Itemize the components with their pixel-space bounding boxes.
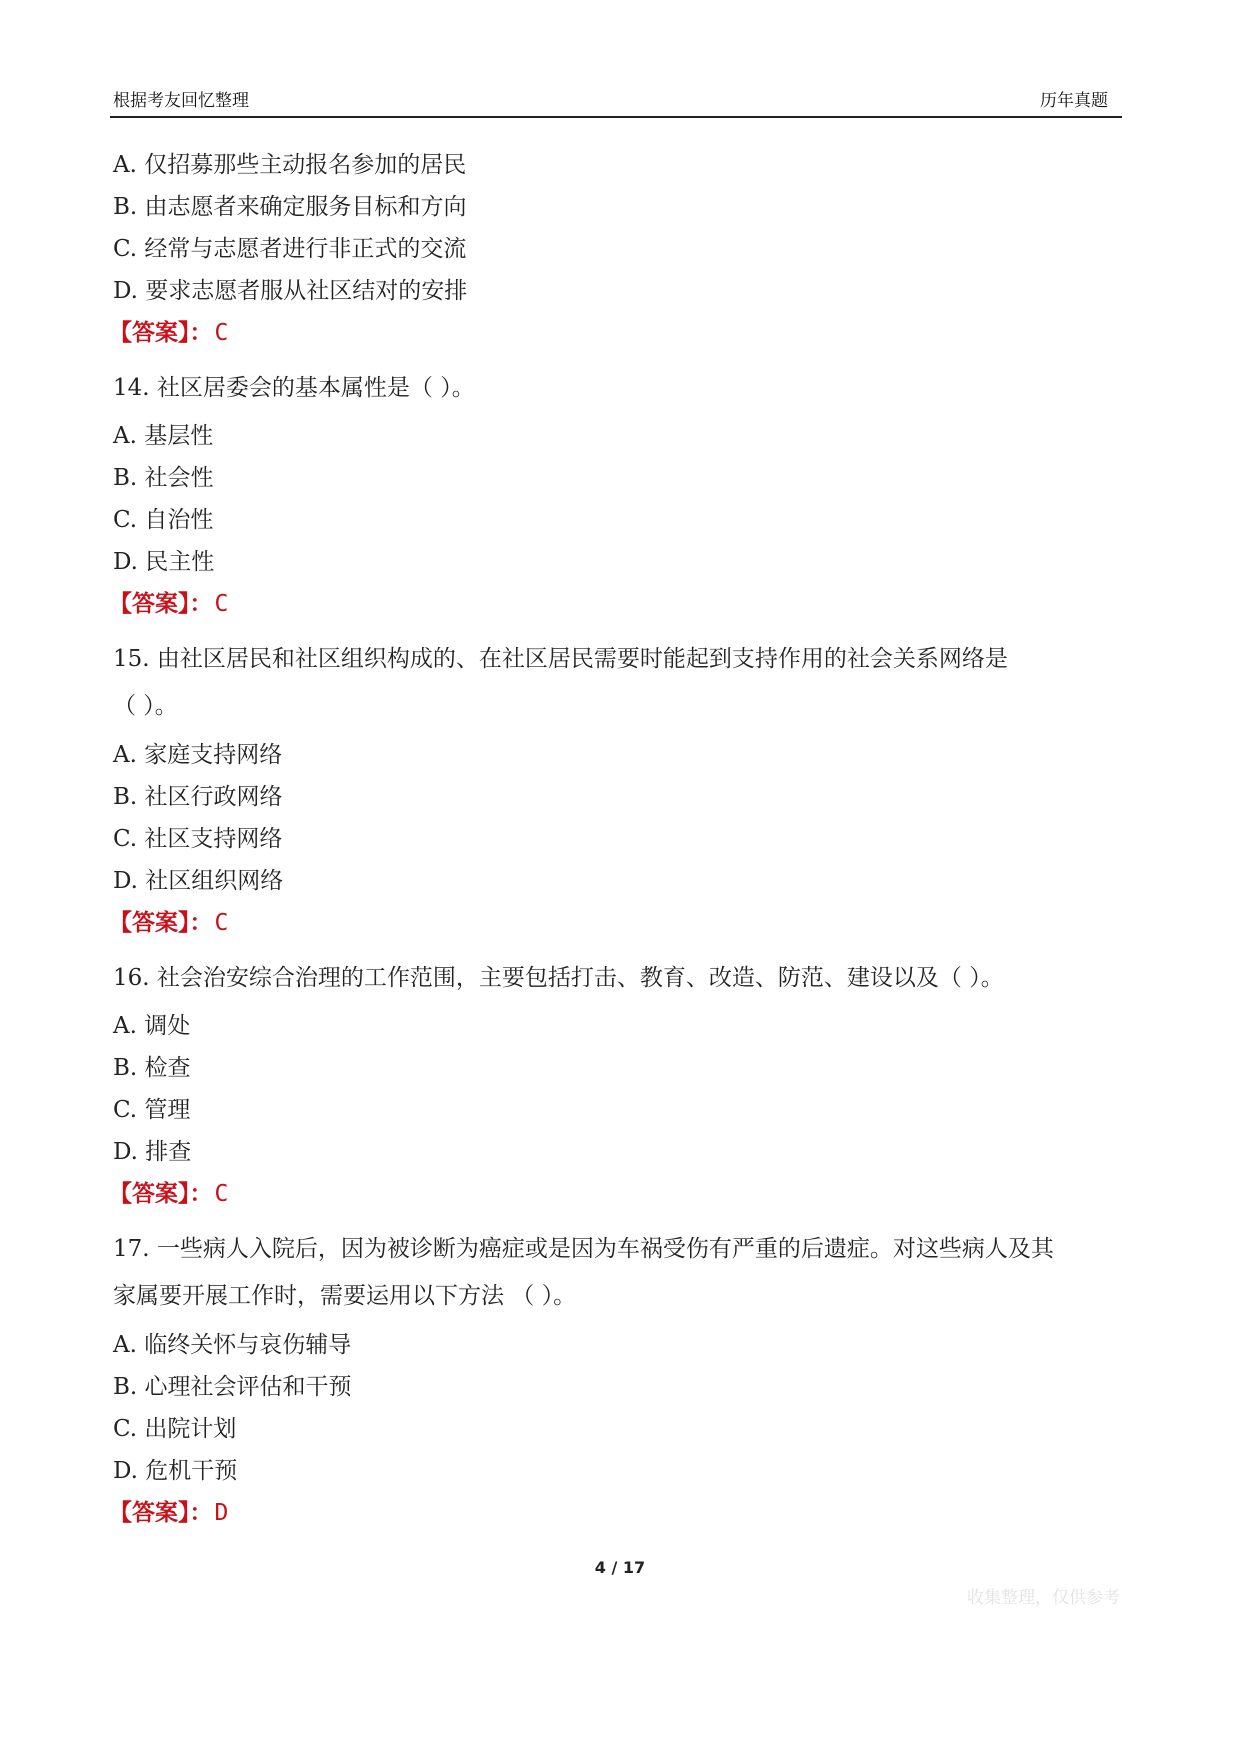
q16-option-d: D. 排查 (113, 1139, 192, 1165)
answer-value: C (214, 591, 229, 617)
q13-option-b: B. 由志愿者来确定服务目标和方向 (113, 194, 467, 220)
q13-answer (109, 318, 228, 348)
answer-value: D (214, 1500, 229, 1526)
q17-stem-line1: 17. 一些病人入院后，因为被诊断为癌症或是因为车祸受伤有严重的后遗症。对这些病人及其 (113, 1236, 1054, 1262)
answer-label: 【答案】： (109, 910, 213, 936)
q17-option-a: A. 临终关怀与哀伤辅导 (113, 1332, 352, 1358)
q17-option-b: B. 心理社会评估和干预 (113, 1374, 352, 1400)
q13-option-a: A. 仅招募那些主动报名参加的居民 (113, 152, 467, 178)
q15-option-d: D. 社区组织网络 (113, 868, 284, 894)
q15-option-b: B. 社区行政网络 (113, 784, 283, 810)
q14-answer (109, 589, 228, 619)
answer-value: C (214, 1181, 229, 1207)
page-number: 4 / 17 (594, 1558, 646, 1577)
header-left-text: 根据考友回忆整理 (113, 91, 249, 111)
q14-option-c: C. 自治性 (113, 507, 214, 533)
answer-label: 【答案】： (109, 1500, 213, 1526)
header-right-text: 历年真题 (1040, 91, 1108, 111)
q16-option-c: C. 管理 (113, 1097, 191, 1123)
q13-option-c: C. 经常与志愿者进行非正式的交流 (113, 236, 467, 262)
q17-option-c: C. 出院计划 (113, 1416, 237, 1442)
answer-label: 【答案】： (109, 591, 213, 617)
q15-option-a: A. 家庭支持网络 (113, 742, 283, 768)
q15-stem-line2: （ ）。 (113, 693, 178, 719)
q15-option-c: C. 社区支持网络 (113, 826, 283, 852)
q16-stem: 16. 社会治安综合治理的工作范围，主要包括打击、教育、改造、防范、建设以及（ ）。 (113, 965, 1004, 991)
answer-label: 【答案】： (109, 320, 213, 346)
answer-value: C (214, 910, 229, 936)
answer-value: C (214, 320, 229, 346)
q15-stem-line1: 15. 由社区居民和社区组织构成的、在社区居民需要时能起到支持作用的社会关系网络是 (113, 646, 1008, 672)
page-header (110, 84, 1122, 118)
watermark-text: 收集整理，仅供参考 (967, 1588, 1120, 1608)
q16-option-b: B. 检查 (113, 1055, 191, 1081)
q16-answer (109, 1179, 228, 1209)
q17-answer (109, 1498, 228, 1528)
q14-option-b: B. 社会性 (113, 465, 214, 491)
answer-label: 【答案】： (109, 1181, 213, 1207)
q15-answer (109, 908, 228, 938)
q17-option-d: D. 危机干预 (113, 1458, 238, 1484)
q17-stem-line2: 家属要开展工作时，需要运用以下方法 （ ）。 (113, 1283, 577, 1309)
q14-option-d: D. 民主性 (113, 549, 215, 575)
q13-option-d: D. 要求志愿者服从社区结对的安排 (113, 278, 468, 304)
q14-option-a: A. 基层性 (113, 423, 214, 449)
q16-option-a: A. 调处 (113, 1013, 191, 1039)
q14-stem: 14. 社区居委会的基本属性是（ ）。 (113, 375, 475, 401)
